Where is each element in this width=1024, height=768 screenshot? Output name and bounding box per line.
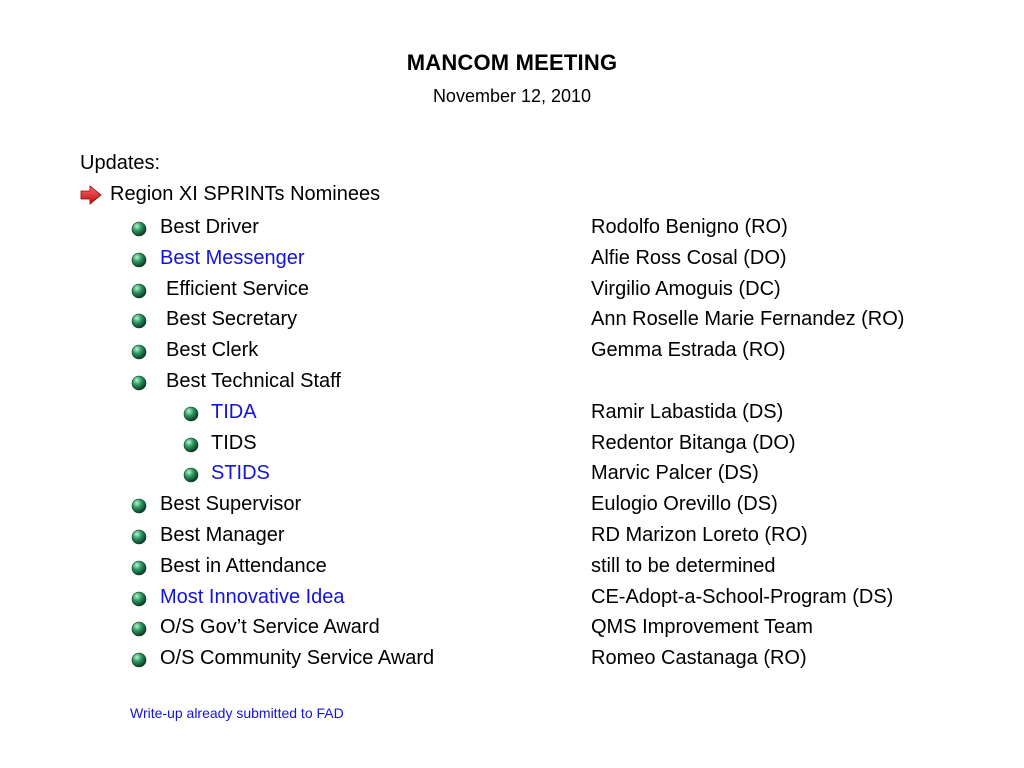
nominee-name: Redentor Bitanga (DO) [591,431,796,454]
green-ball-icon [131,560,147,576]
green-ball-icon [183,406,199,422]
slide-title: MANCOM MEETING [406,50,618,75]
section-label: Region XI SPRINTs Nominees [110,183,381,205]
award-label: Best Supervisor [160,493,302,516]
green-ball-icon [131,375,147,391]
list-item [0,368,1024,399]
award-label: Best Secretary [166,308,298,331]
list-item [0,306,1024,337]
green-ball-icon [131,252,147,268]
green-ball-icon [131,591,147,607]
nominee-name: Virgilio Amoguis (DC) [591,277,781,300]
award-label: STIDS [211,462,270,485]
list-item [0,584,1024,615]
slide-date: November 12, 2010 [432,86,592,106]
list-item [0,614,1024,645]
list-item [0,276,1024,307]
nominee-name: QMS Improvement Team [591,616,813,639]
updates-label: Updates: [80,152,161,174]
nominee-name: Marvic Palcer (DS) [591,462,759,485]
nominee-name: Alfie Ross Cosal (DO) [591,246,787,269]
award-label: Best in Attendance [160,554,327,577]
award-label: TIDA [211,400,257,423]
award-label: TIDS [211,431,257,454]
award-label: Best Technical Staff [166,369,341,392]
list-item [0,491,1024,522]
section-heading [80,183,380,206]
green-ball-icon [183,467,199,483]
green-ball-icon [131,283,147,299]
nominee-name: Ramir Labastida (DS) [591,400,784,423]
nominee-name: RD Marizon Loreto (RO) [591,523,808,546]
list-item [0,399,1024,430]
green-ball-icon [131,652,147,668]
list-item [0,553,1024,584]
nominee-name: still to be determined [591,554,776,577]
list-item [0,522,1024,553]
award-label: O/S Community Service Award [160,647,435,670]
award-label: Best Driver [160,216,259,238]
green-ball-icon [131,498,147,514]
green-ball-icon [183,437,199,453]
green-ball-icon [131,529,147,545]
footnote: Write-up already submitted to FAD [130,705,344,721]
nominee-name: Rodolfo Benigno (RO) [591,216,788,238]
award-label: O/S Gov’t Service Award [160,616,380,639]
green-ball-icon [131,313,147,329]
nominee-name: Romeo Castanaga (RO) [591,647,807,670]
green-ball-icon [131,621,147,637]
red-arrow-icon [80,185,102,205]
list-item [0,337,1024,368]
nominee-name: Ann Roselle Marie Fernandez (RO) [591,308,905,331]
list-item [0,430,1024,461]
nominee-name: CE-Adopt-a-School-Program (DS) [591,585,894,608]
nominee-name: Eulogio Orevillo (DS) [591,493,778,516]
list-item [0,645,1024,676]
award-label: Efficient Service [166,277,310,300]
list-item [0,460,1024,491]
list-item [0,245,1024,276]
list-item [0,214,1024,245]
nominee-name: Gemma Estrada (RO) [591,339,786,362]
award-label: Best Clerk [166,339,259,362]
award-label: Best Manager [160,523,285,546]
nominee-list [0,214,1024,676]
award-label: Most Innovative Idea [160,585,345,608]
green-ball-icon [131,344,147,360]
green-ball-icon [131,221,147,237]
award-label: Best Messenger [160,246,305,269]
